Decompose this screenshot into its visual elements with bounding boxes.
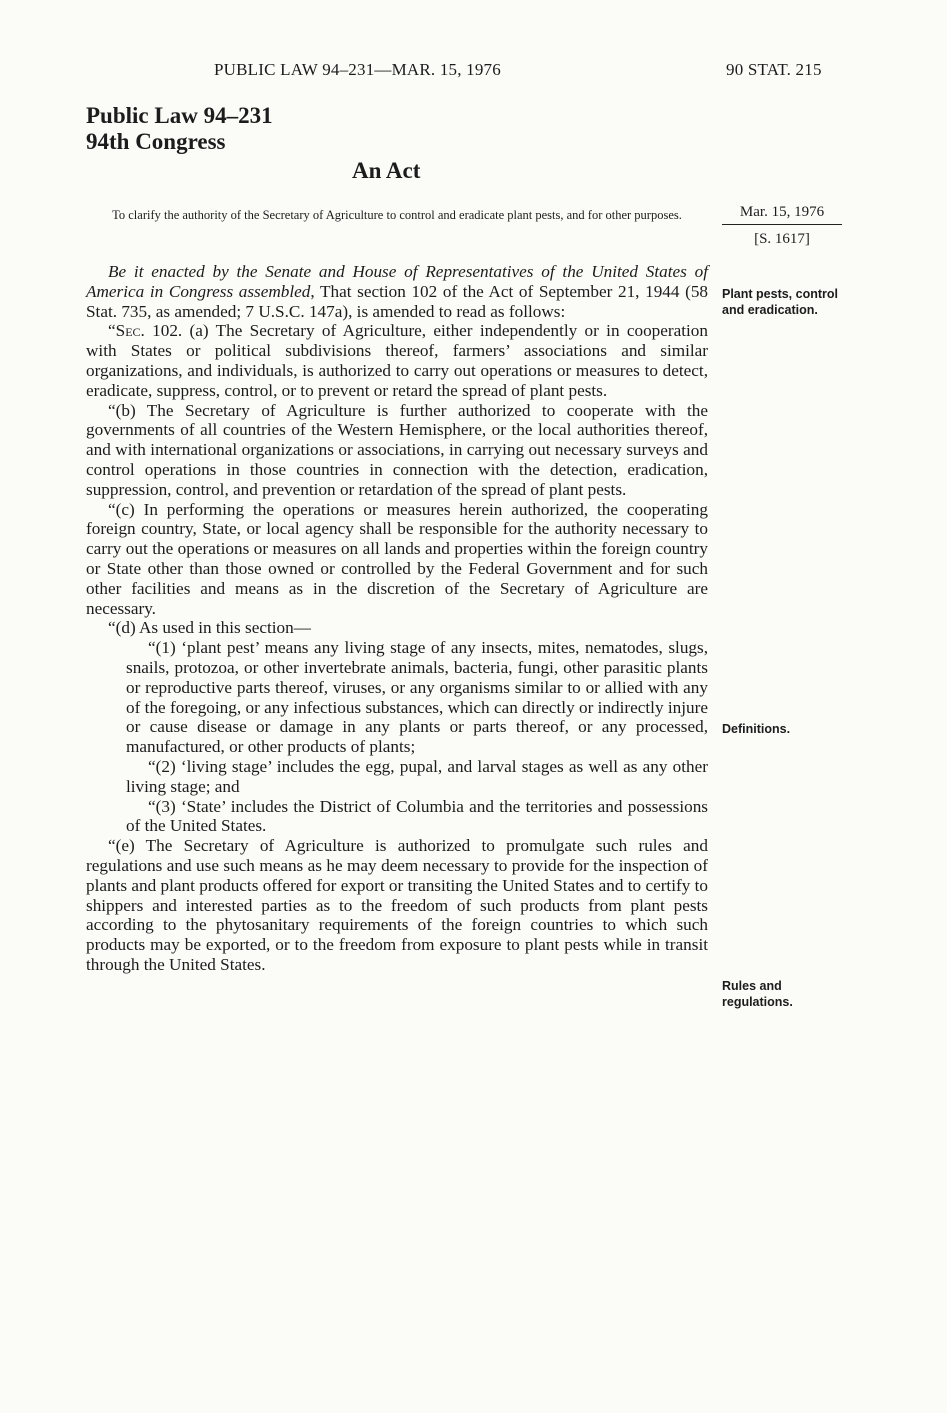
- running-head-title: PUBLIC LAW 94–231—MAR. 15, 1976: [214, 60, 501, 79]
- enacting-clause: [86, 262, 708, 321]
- margin-note-plant-pests: Plant pests, control and eradication.: [722, 287, 838, 317]
- law-number: Public Law 94–231: [86, 103, 273, 128]
- enacting-clause-italic: Be it enacted by the Senate and House of Representatives of the United States of America in Congress assembled: [86, 262, 708, 301]
- definition-1: “(1) ‘plant pest’ means any living stage of any insects, mites, nematodes, slugs, snails, protozoa, or other invertebrate animals, bacteria, fungi, other parasitic plants or reproductive parts thereof, viruses, or any organisms similar to or allied with any of the foregoing, or any infectious substances, which can directly or indirectly injure or cause disease or damage in any plants or parts thereof, or any processed, manufactured, or other products of plants;: [126, 638, 708, 757]
- section-102-d: “(d) As used in this section—: [108, 618, 311, 638]
- margin-note-definitions: Definitions.: [722, 722, 791, 736]
- bill-number: [S. 1617]: [754, 231, 810, 247]
- section-102-a: [86, 321, 708, 400]
- act-purpose: To clarify the authority of the Secretary of Agriculture to control and eradicate plant pests, and for other purposes.: [112, 208, 682, 222]
- margin-note-rules: Rules and regulations.: [722, 979, 793, 1009]
- running-head: [0, 60, 947, 82]
- page-number: 90 STAT. 215: [726, 60, 822, 79]
- enacting-clause-rest: , That section 102 of the Act of September 21, 1944 (58 Stat. 735, as amended; 7 U.S.C. 147a), is amended to read as follows:: [86, 281, 709, 321]
- section-label: “Sec.: [108, 321, 145, 341]
- law-title-block: [86, 103, 273, 155]
- section-102-b: “(b) The Secretary of Agriculture is further authorized to cooperate with the governments of all countries of the Western Hemisphere, or the local authorities thereof, and with international organizations or associations, in carrying out necessary surveys and control operations in those countries in connection with the detection, eradication, suppression, control, and prevention or retardation of the spread of plant pests.: [86, 400, 708, 499]
- enactment-date: Mar. 15, 1976: [722, 202, 842, 225]
- section-102-e: “(e) The Secretary of Agriculture is authorized to promulgate such rules and regulations and use such means as he may deem necessary to provide for the inspection of plants and plant products offered for export or transiting the United States and to certify to shippers and interested parties as to the freedom of such products from plant pests according to the phytosanitary requirements of the foreign countries to which such products may be exported, or to the freedom from exposure to plant pests while in transit through the United States.: [86, 836, 708, 974]
- definition-3: “(3) ‘State’ includes the District of Columbia and the territories and possessions of the United States.: [126, 796, 708, 836]
- margin-date-note: [722, 202, 842, 249]
- act-heading: An Act: [352, 158, 421, 183]
- definition-2: “(2) ‘living stage’ includes the egg, pupal, and larval stages as well as any other living stage; and: [126, 756, 708, 796]
- section-102-c: “(c) In performing the operations or measures herein authorized, the cooperating foreign country, State, or local agency shall be responsible for the authority necessary to carry out the operations or measures on all lands and properties within the foreign country or State other than those owned or controlled by the Federal Government and for such other facilities and means as in the discretion of the Secretary of Agriculture are necessary.: [86, 499, 708, 618]
- congress-number: 94th Congress: [86, 129, 226, 154]
- statute-body: [86, 262, 708, 975]
- section-a-text: 102. (a) The Secretary of Agriculture, either independently or in cooperation with States or political subdivisions thereof, farmers’ associations and similar organizations, and individuals, is authorized to carry out operations or measures to detect, eradicate, suppress, control, or to prevent or retard the spread of plant pests.: [86, 321, 708, 400]
